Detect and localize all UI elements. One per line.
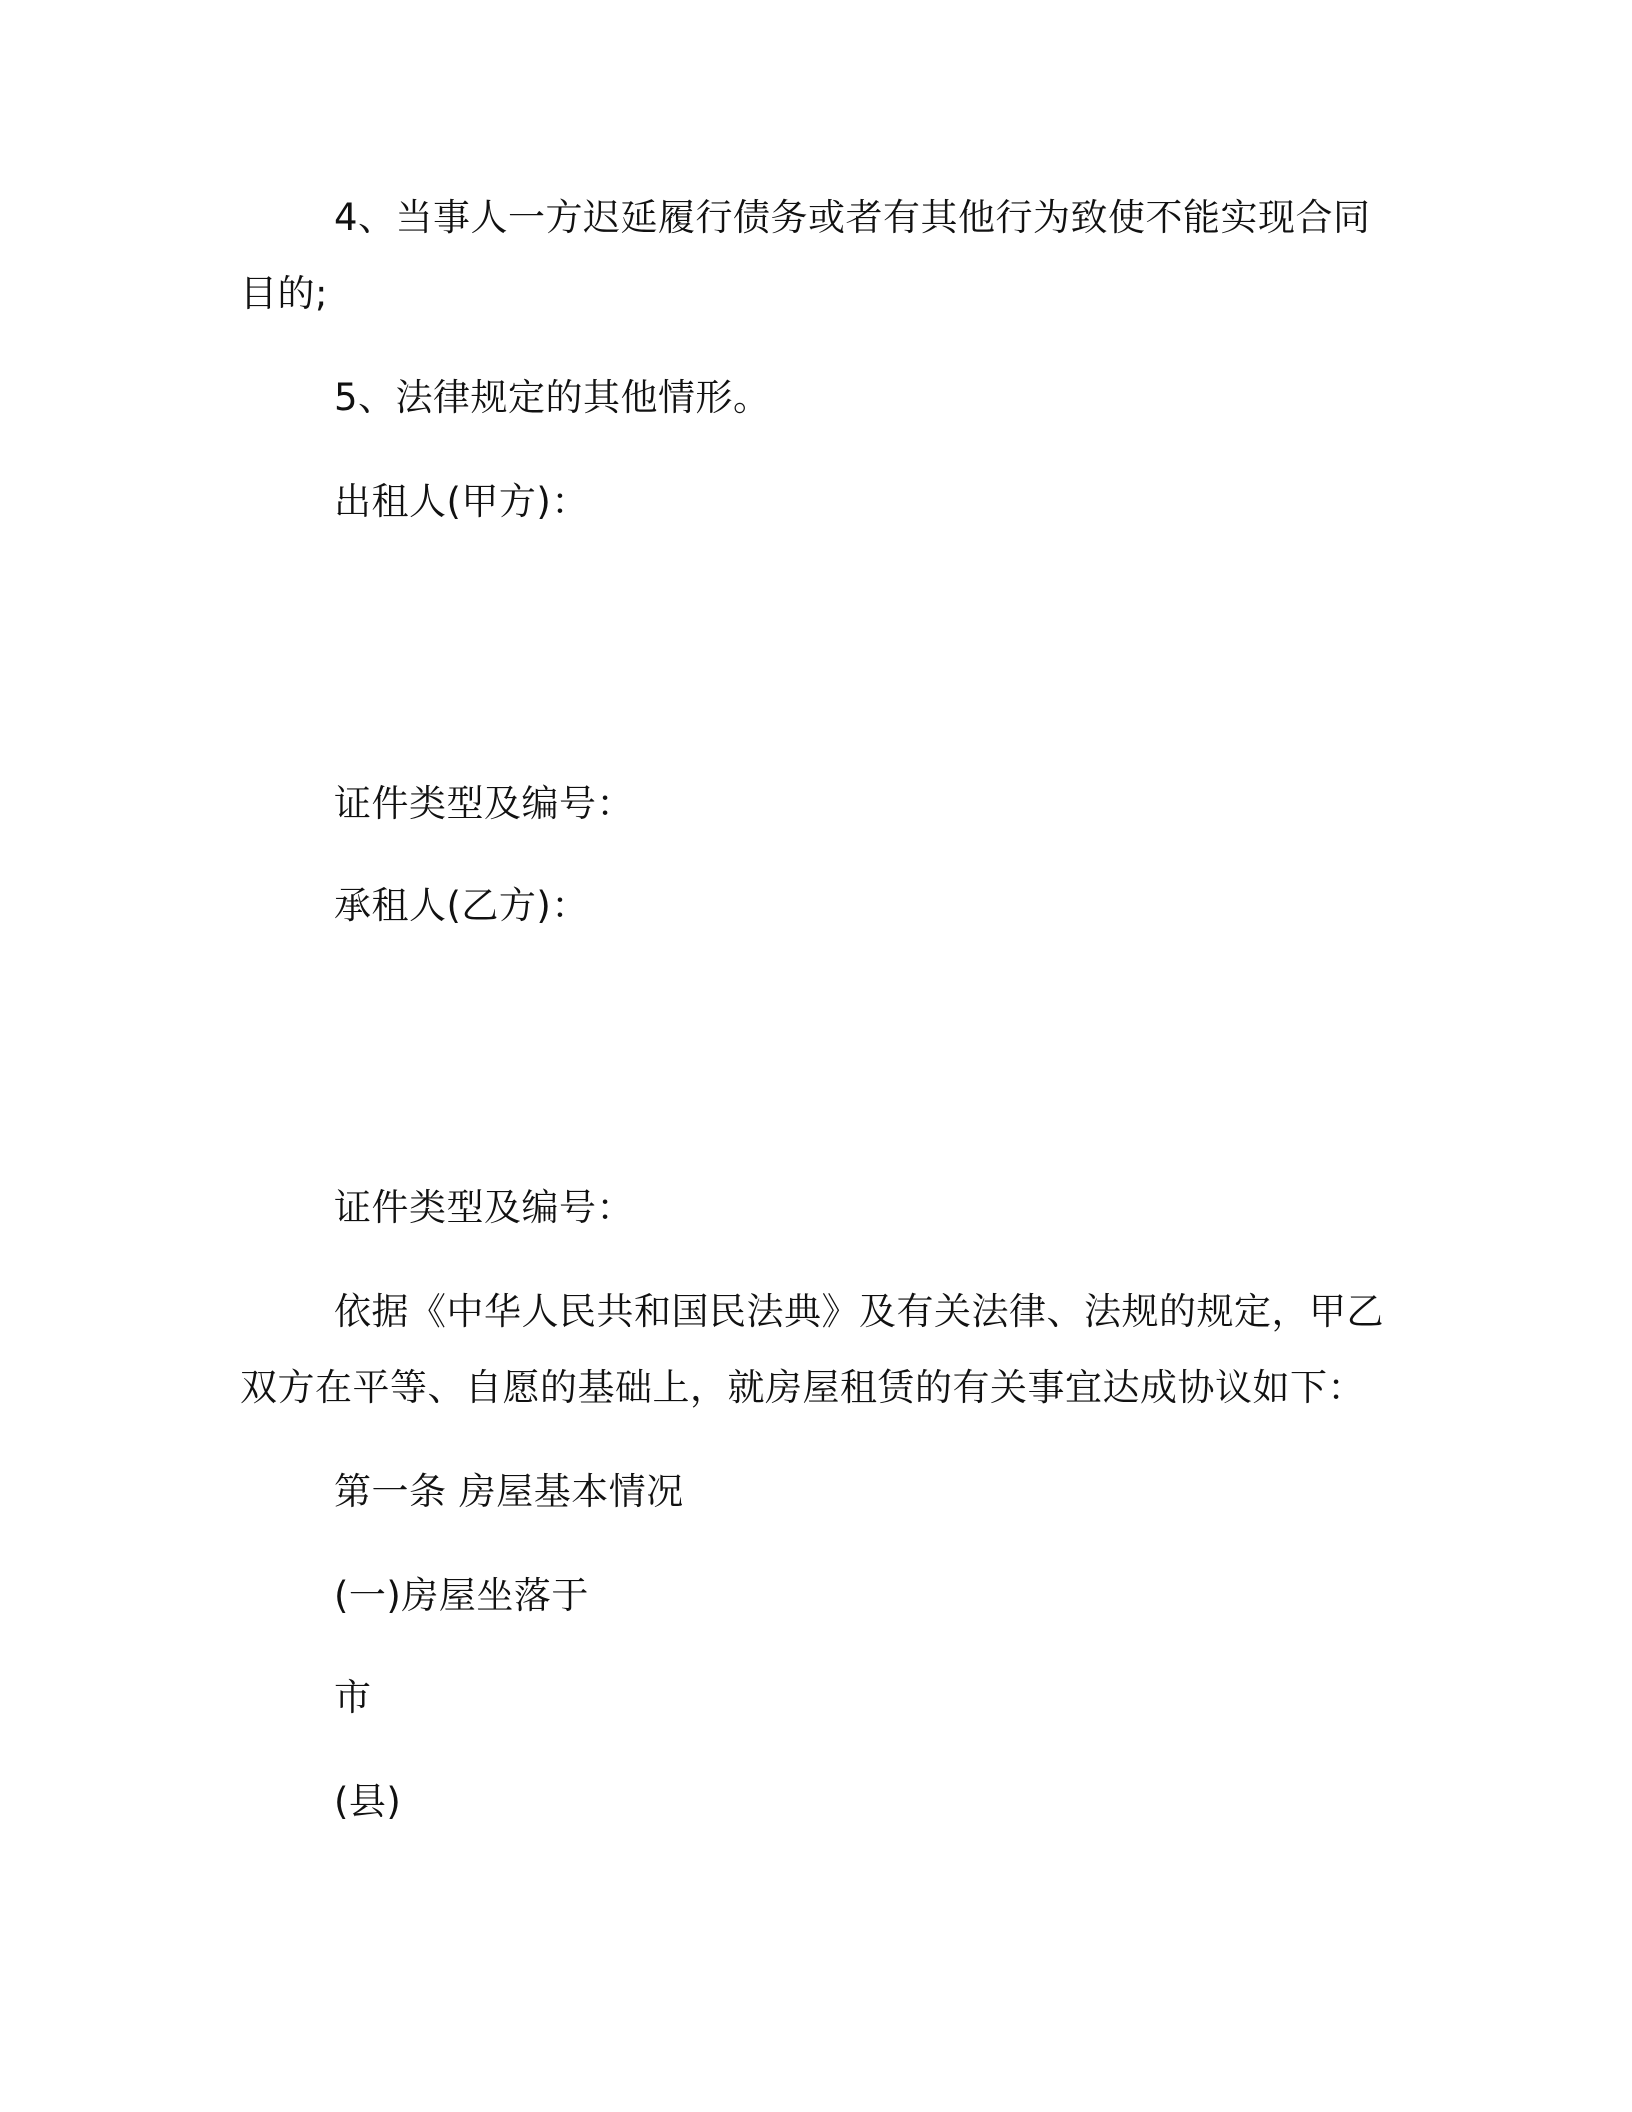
preamble-line-1: 依据《中华人民共和国民法典》及有关法律、法规的规定，甲乙 <box>334 1290 1384 1333</box>
county-label: (县) <box>334 1780 402 1823</box>
article-1-heading: 第一条 房屋基本情况 <box>334 1470 684 1513</box>
lessee-id-label: 证件类型及编号： <box>334 1186 634 1229</box>
lessee-label: 承租人(乙方)： <box>334 884 589 927</box>
clause-4-line-1: 4、当事人一方迟延履行债务或者有其他行为致使不能实现合同 <box>334 196 1371 239</box>
clause-5: 5、法律规定的其他情形。 <box>334 376 771 419</box>
city-label: 市 <box>334 1676 372 1719</box>
clause-4-line-2: 目的; <box>240 272 328 315</box>
lessor-id-label: 证件类型及编号： <box>334 782 634 825</box>
preamble-line-2: 双方在平等、自愿的基础上，就房屋租赁的有关事宜达成协议如下： <box>240 1366 1365 1409</box>
article-1-item-1: (一)房屋坐落于 <box>334 1574 589 1617</box>
lessor-label: 出租人(甲方)： <box>334 480 589 523</box>
